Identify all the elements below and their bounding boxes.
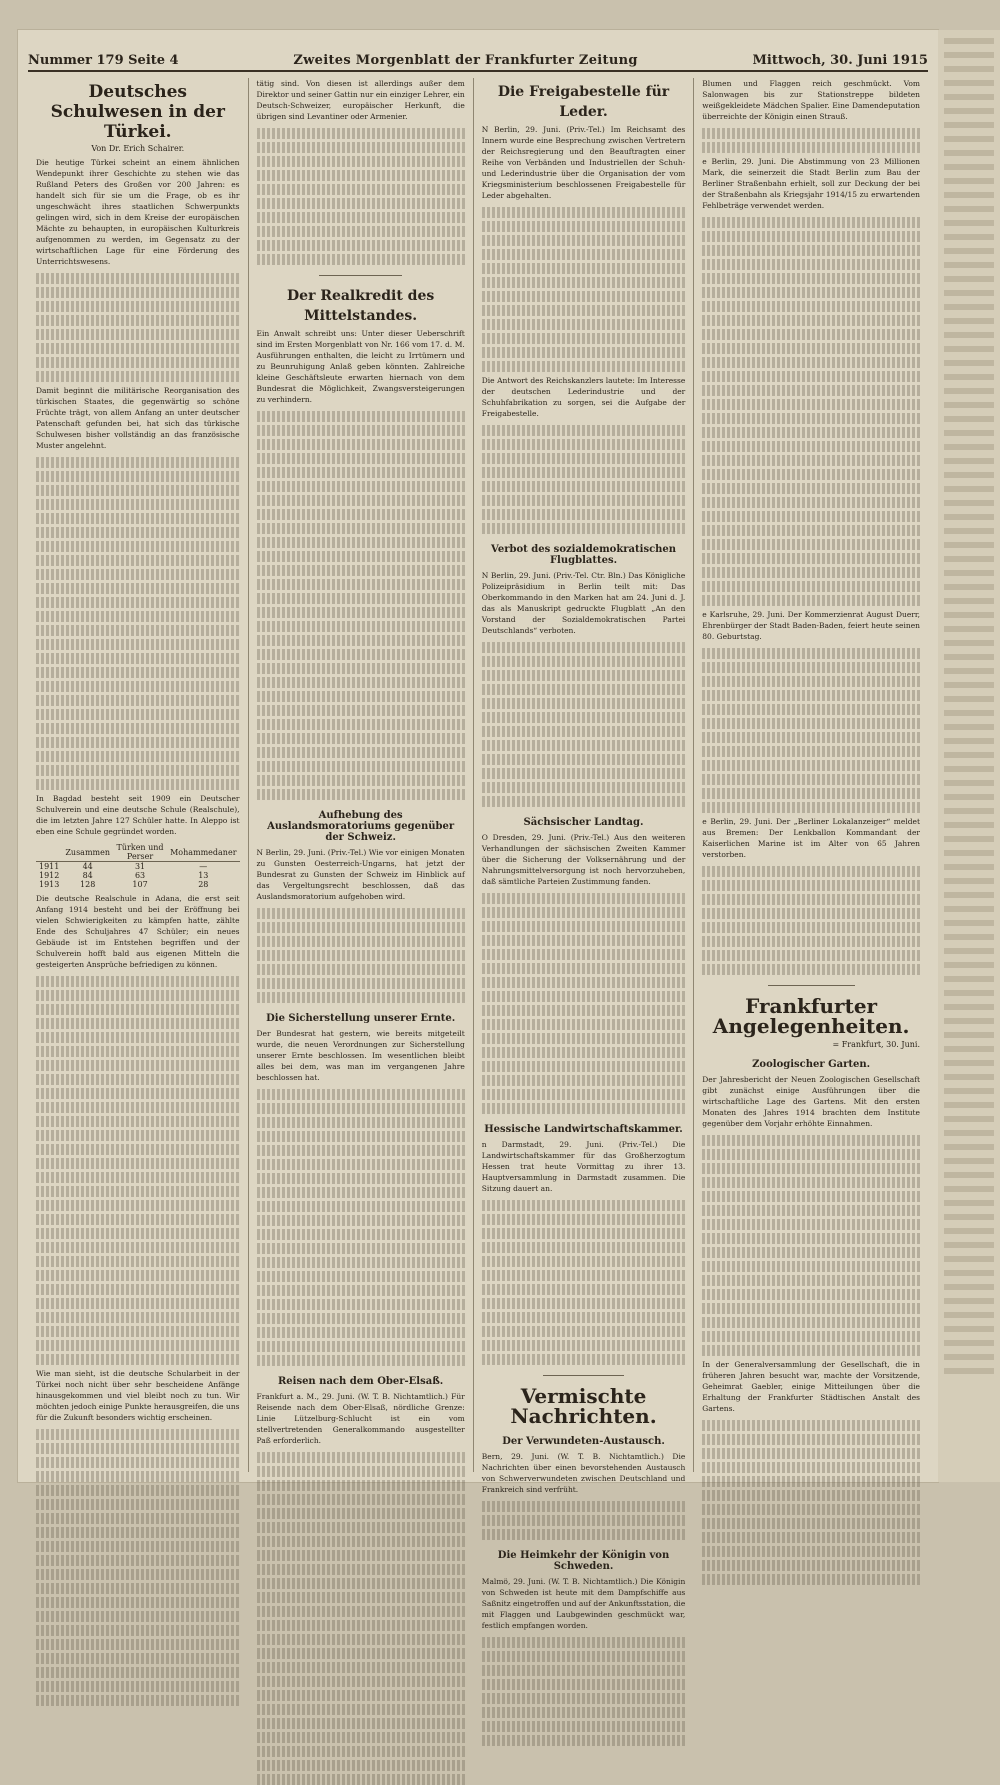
paragraph: e Berlin, 29. Juni. Der „Berliner Lokalanzeiger“ meldet aus Bremen: Der Lenkballon Kommandant der Kaiserlichen Marine ist im Alter von 65 Jahren verstorben. bbox=[702, 817, 920, 859]
column-3 bbox=[474, 78, 695, 1630]
table-header: Zusammen bbox=[62, 843, 113, 862]
student-statistics-table bbox=[36, 843, 240, 889]
section-heading: Die Heimkehr der Königin von Schweden. bbox=[497, 1550, 670, 1572]
section-heading: Verbot des sozialdemokratischen Flugblattes. bbox=[490, 544, 677, 566]
article-title: Der Realkredit des Mittelstandes. bbox=[287, 288, 435, 324]
paragraph: Bern, 29. Juni. (W. T. B. Nichtamtlich.) Die Nachrichten über einen bevorstehenden Austausch von Schwerverwundeten zwischen Deutschland und Frankreich sind verfrüht. bbox=[481, 1452, 686, 1494]
section-heading: Zoologischer Garten. bbox=[752, 1059, 871, 1070]
paragraph: Frankfurt a. M., 29. Juni. (W. T. B. Nichtamtlich.) Für Reisende nach dem Ober-Elsaß, nördliche Grenze: Linie Lützelburg-Schlucht ist ein vom stellvertretenden Generalkommando ausgestellter Paß erforderlich. bbox=[256, 1392, 465, 1445]
table-row: 1912 84 63 13 bbox=[39, 871, 209, 880]
newspaper-page bbox=[18, 30, 938, 1630]
paragraph: Der Bundesrat hat gestern, wie bereits mitgeteilt wurde, die neuen Verordnungen zur Sicherstellung unserer Ernte beschlossen. Im wesentlichen bleibt alles bei dem, was man im vergangenen Jahre beschlossen hat. bbox=[256, 1029, 465, 1082]
next-page-edge bbox=[938, 30, 1000, 1482]
table-row: 1913 128 107 28 bbox=[39, 880, 209, 889]
paragraph: Die heutige Türkei scheint an einem ähnlichen Wendepunkt ihrer Geschichte zu stehen wie das Rußland Peters des Großen vor 200 Jahren: es handelt sich für sie um die Frage, ob es ihr ungeschwächt ihres staatlichen Schwerpunkts gelingen wird, sich in dem Kreise der europäischen Mächte zu behaupten, in europäischen Kulturkreis aufgenommen zu werden, im Gegensatz zu der wirtschaftlichen Lage für eine Förderung des Unterrichtswesens. bbox=[36, 158, 240, 266]
paragraph: tätig sind. Von diesen ist allerdings außer dem Direktor und seiner Gattin nur ein einziger Lehrer, ein Deutsch-Schweizer, europäischer Herkunft, die übrigen sind Levantiner oder Armenier. bbox=[256, 79, 465, 121]
column-4 bbox=[694, 78, 928, 1472]
paragraph: e Karlsruhe, 29. Juni. Der Kommerzienrat August Duerr, Ehrenbürger der Stadt Baden-Baden, feiert heute seinen 80. Geburtstag. bbox=[702, 610, 920, 641]
paragraph: Ein Anwalt schreibt uns: Unter dieser Ueberschrift sind im Ersten Morgenblatt von Nr. 166 vom 17. d. M. Ausführungen enthalten, die leicht zu Irrtümern und zu Beunruhigung Anlaß geben könnten. Zahlreiche kleine Geschäftsleute erwarten hiernach von dem Bundesrat die Möglichkeit, Zwangsversteigerungen zu verhindern. bbox=[256, 329, 465, 404]
paragraph: n Darmstadt, 29. Juni. (Priv.-Tel.) Die Landwirtschaftskammer für das Großherzogtum Hessen trat heute Vormittag zu ihrer 13. Hauptversammlung in Darmstadt zusammen. Die Sitzung dauert an. bbox=[481, 1140, 686, 1193]
paragraph: In Bagdad besteht seit 1909 ein Deutscher Schulverein und eine deutsche Schule (Realschule), die im letzten Jahre 127 Schüler hatte. In Aleppo ist eben eine Schule gegründet worden. bbox=[36, 794, 240, 836]
dateline: = Frankfurt, 30. Juni. bbox=[832, 1040, 920, 1049]
paragraph: In der Generalversammlung der Gesellschaft, die in früheren Jahren besucht war, machte der Vorsitzende, Geheimrat Gaebler, einige Mitteilungen über die Erhaltung der Frankfurter Städtischen Anstalt des Gartens. bbox=[702, 1360, 920, 1413]
paragraph: Damit beginnt die militärische Reorganisation des türkischen Staates, die gegenwärtig so schöne Früchte trägt, von allem Anfang an unter deutscher Patenschaft gefunden bei, hat sich das türkische Schulwesen bisher vollständig an das französische Muster angelehnt. bbox=[36, 386, 240, 450]
paragraph: N Berlin, 29. Juni. (Priv.-Tel. Ctr. Bln.) Das Königliche Polizeipräsidium in Berlin teilt mit: Das Oberkommando in den Marken hat am 24. Juni d. J. das als Manuskript gedruckte Flugblatt „An den Vorstand der Sozialdemokratischen Partei Deutschlands“ verboten. bbox=[481, 571, 686, 635]
paragraph: Die Antwort des Reichskanzlers lautete: Im Interesse der deutschen Lederindustrie und der Schuhfabrikation zu sorgen, sei die Aufgabe der Freigabestelle. bbox=[481, 376, 686, 418]
table-row: 1911 44 31 — bbox=[39, 862, 208, 871]
paragraph: Die deutsche Realschule in Adana, die erst seit Anfang 1914 besteht und bei der Eröffnung bei vielen Schwierigkeiten zu kämpfen hatte, zählte Ende des Schuljahres 47 Schüler; ein neues Gebäude ist im Entstehen begriffen und der Schulverein hofft bald aus eigenen Mitteln die gesteigerten Ansprüche befriedigen zu können. bbox=[36, 894, 240, 969]
article-title: Deutsches Schulwesen in der Türkei. bbox=[50, 82, 225, 142]
section-heading: Hessische Landwirtschaftskammer. bbox=[484, 1124, 683, 1135]
paragraph: O Dresden, 29. Juni. (Priv.-Tel.) Aus den weiteren Verhandlungen der sächsischen Zweiten Kammer über die Sicherung der Volksernährung und der Nahrungsmittelversorgung ist noch hervorzuheben, daß sämtliche Parteien Zustimmung fanden. bbox=[481, 833, 686, 886]
masthead bbox=[28, 46, 928, 68]
section-heading: Reisen nach dem Ober-Elsaß. bbox=[277, 1376, 444, 1387]
article-title: Frankfurter Angelegenheiten. bbox=[712, 994, 910, 1038]
column-1 bbox=[28, 78, 249, 1472]
columns bbox=[28, 78, 928, 1630]
article-title: Die Freigabestelle für Leder. bbox=[497, 84, 670, 120]
section-heading: Der Verwundeten-Austausch. bbox=[502, 1436, 665, 1447]
issue-and-page: Nummer 179 Seite 4 bbox=[28, 53, 179, 68]
paragraph: Malmö, 29. Juni. (W. T. B. Nichtamtlich.) Die Königin von Schweden ist heute mit dem Dampfschiffe aus Saßnitz eingetroffen und auf der Ankunftsstation, die mit Flaggen und Laubgewinden geschmückt war, festlich empfangen worden. bbox=[481, 1577, 686, 1630]
section-heading: Die Sicherstellung unserer Ernte. bbox=[266, 1013, 456, 1024]
article-title: Vermischte Nachrichten. bbox=[510, 1384, 657, 1428]
section-heading: Aufhebung des Auslandsmoratoriums gegenüber der Schweiz. bbox=[267, 810, 455, 843]
paragraph: Der Jahresbericht der Neuen Zoologischen Gesellschaft gibt zunächst einige Ausführungen über die wirtschaftliche Lage des Gartens. Mit den ersten Monaten des Jahres 1914 brachten dem Institute gegenüber dem Vorjahr erhöhte Einnahmen. bbox=[702, 1075, 920, 1128]
paragraph: N Berlin, 29. Juni. (Priv.-Tel.) Wie vor einigen Monaten zu Gunsten Oesterreich-Ungarns, hat jetzt der Bundesrat zu Gunsten der Schweiz im Hinblick auf das Vergeltungsrecht beschlossen, daß das Auslandsmoratorium aufgehoben wird. bbox=[256, 848, 465, 901]
issue-date: Mittwoch, 30. Juni 1915 bbox=[752, 53, 928, 68]
table-header: Türken und Perser bbox=[113, 843, 167, 862]
column-2 bbox=[249, 78, 474, 1472]
masthead-rule bbox=[28, 70, 928, 72]
byline: Von Dr. Erich Schairer. bbox=[91, 144, 185, 153]
table-header: Mohammedaner bbox=[167, 843, 239, 862]
paragraph: e Berlin, 29. Juni. Die Abstimmung von 23 Millionen Mark, die seinerzeit die Stadt Berlin zum Bau der Berliner Straßenbahn erhielt, soll zur Deckung der bei der Straßenbahn als Kriegsjahr 1914/15 zu erwartenden Fehlbeträge verwendet werden. bbox=[702, 157, 920, 210]
section-heading: Sächsischer Landtag. bbox=[523, 817, 644, 828]
paragraph: Blumen und Flaggen reich geschmückt. Vom Salonwagen bis zur Stationstreppe bildeten weißgekleidete Mädchen Spalier. Eine Damendeputation überreichte der Königin einen Strauß. bbox=[702, 79, 920, 121]
paragraph: Wie man sieht, ist die deutsche Schularbeit in der Türkei noch nicht über sehr bescheidene Anfänge hinausgekommen und viel bleibt noch zu tun. Wir möchten jedoch einige Punkte herausgreifen, die uns für die Zukunft besonders wichtig erscheinen. bbox=[36, 1369, 240, 1422]
paragraph: N Berlin, 29. Juni. (Priv.-Tel.) Im Reichsamt des Innern wurde eine Besprechung zwischen Vertretern der Reichsregierung und den Beauftragten einer Reihe von Verbänden und Industriellen der Schuh- und Lederindustrie über die Organisation der vom Kriegsministerium beschlossenen Freigabestelle für Leder abgehalten. bbox=[481, 125, 686, 200]
paper-title: Zweites Morgenblatt der Frankfurter Zeitung bbox=[293, 53, 638, 68]
